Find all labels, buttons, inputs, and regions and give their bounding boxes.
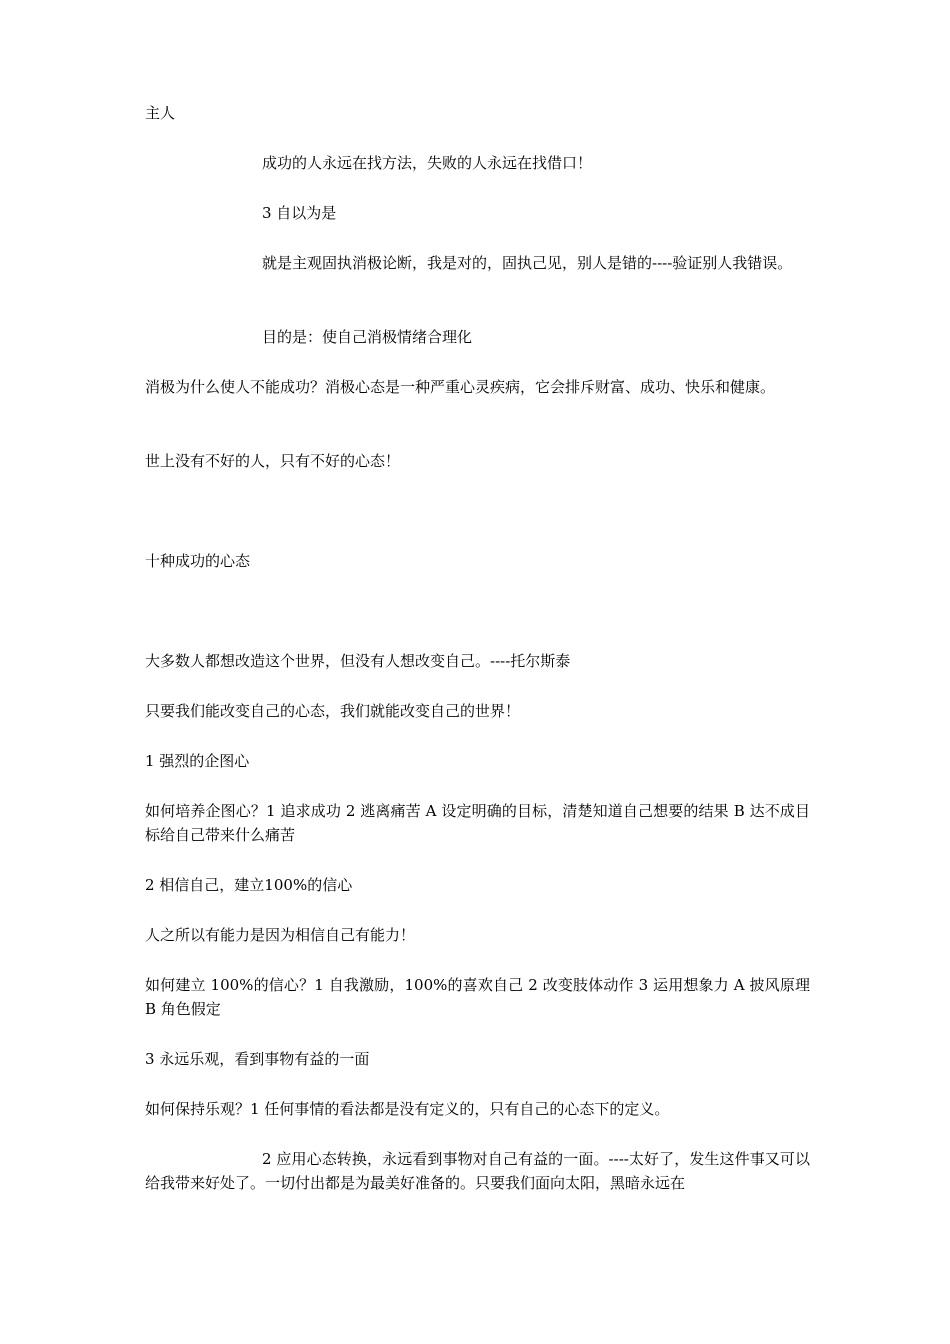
- paragraph-tolstoy-quote: 大多数人都想改造这个世界，但没有人想改变自己。----托尔斯泰: [145, 652, 571, 670]
- paragraph-negativity: 消极为什么使人不能成功？消极心态是一种严重心灵疾病，它会排斥财富、成功、快乐和健康。: [145, 378, 776, 396]
- paragraph-ability: 人之所以有能力是因为相信自己有能力！: [145, 926, 416, 944]
- paragraph-success-methods: 成功的人永远在找方法，失败的人永远在找借口！: [262, 154, 593, 172]
- heading-strong-ambition: 1 强烈的企图心: [145, 752, 250, 770]
- paragraph-mindset-shift: 2 应用心态转换，永远看到事物对自己有益的一面。----太好了，发生这件事又可以给我带来好处了。一切付出都是为最美好准备的。只要我们面向太阳，黑暗永远在: [145, 1150, 810, 1192]
- heading-believe-yourself: 2 相信自己，建立100%的信心: [145, 876, 353, 894]
- paragraph-change-mindset: 只要我们能改变自己的心态，我们就能改变自己的世界！: [145, 702, 521, 720]
- paragraph-stubborn: 就是主观固执消极论断，我是对的，固执己见，别人是错的----验证别人我错误。: [262, 254, 793, 272]
- paragraph-purpose: 目的是：使自己消极情绪合理化: [262, 328, 473, 346]
- heading-self-righteous: 3 自以为是: [262, 204, 337, 222]
- paragraph-owner: 主人: [145, 104, 176, 122]
- paragraph-build-confidence: 如何建立 100%的信心？1 自我激励，100%的喜欢自己 2 改变肢体动作 3 运用想象力 A 披风原理 B 角色假定: [145, 976, 815, 1018]
- section-title-ten-mindsets: 十种成功的心态: [145, 552, 251, 570]
- heading-optimism: 3 永远乐观，看到事物有益的一面: [145, 1050, 370, 1068]
- paragraph-cultivate-ambition: 如何培养企图心？1 追求成功 2 逃离痛苦 A 设定明确的目标，清楚知道自己想要的结果 B 达不成目标给自己带来什么痛苦: [145, 802, 810, 844]
- paragraph-stay-optimistic: 如何保持乐观？1 任何事情的看法都是没有定义的，只有自己的心态下的定义。: [145, 1100, 670, 1118]
- paragraph-no-bad-people: 世上没有不好的人，只有不好的心态！: [145, 452, 401, 470]
